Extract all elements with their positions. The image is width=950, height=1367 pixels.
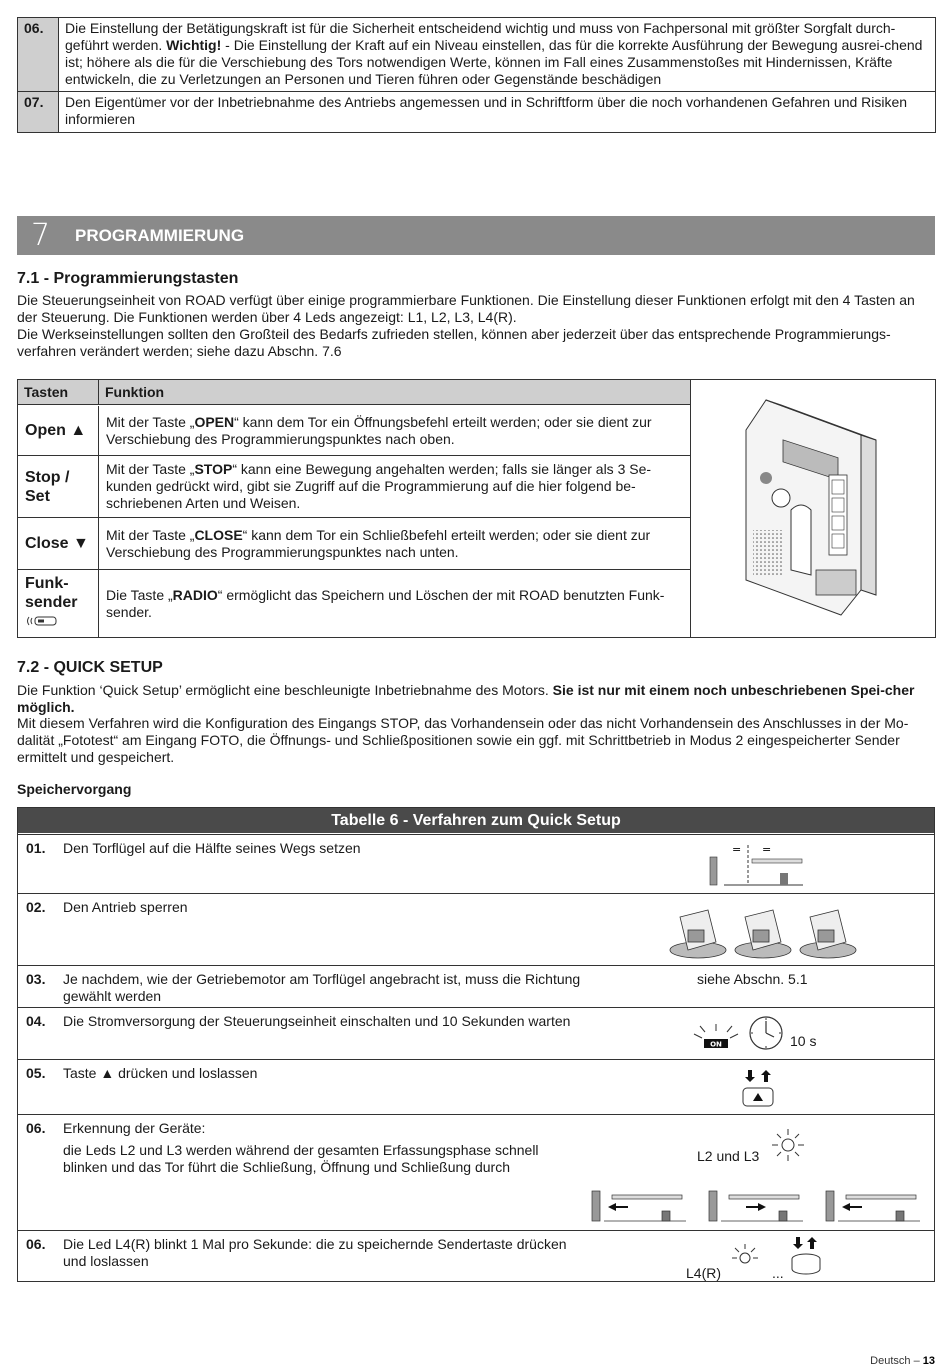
- step-number: 04.: [26, 1013, 46, 1029]
- table-row: [18, 965, 934, 1007]
- led-blink-icon: [770, 1127, 806, 1163]
- step-number: 02.: [26, 899, 46, 915]
- step-number: 07.: [18, 92, 59, 132]
- step-text: Taste ▲ drücken und loslassen: [63, 1065, 258, 1081]
- safety-steps-table: [17, 17, 936, 133]
- table-title: Tabelle 6 - Verfahren zum Quick Setup: [18, 808, 934, 833]
- step-text: Erkennung der Geräte:: [63, 1120, 206, 1136]
- key-description: Mit der Taste „OPEN“ kann dem Tor ein Öffnungsbefehl erteilt werden; oder sie dient zur Verschiebung des Programmierungspunktes nach oben.: [106, 413, 652, 447]
- led-label: L2 und L3: [697, 1148, 760, 1164]
- transmitter-button-icon: [788, 1235, 824, 1279]
- table-row: [18, 456, 691, 518]
- table-row: [18, 406, 691, 456]
- step-number: 01.: [26, 840, 46, 856]
- heading-7-1: 7.1 - Programmierungstasten: [17, 270, 239, 287]
- led-blink-icon: [730, 1241, 760, 1271]
- paragraph: Die Steuerungseinheit von ROAD verfügt über einige programmierbare Funktionen. Die Einstellung dieser Funktionen erfolgt mit den 4 Tasten an der Steuerung. Die Funktionen werden über 4 Leds angezeigt: L1, L2, L3, L4(R).: [17, 292, 915, 325]
- key-name: Open ▲: [18, 406, 99, 455]
- remote-transmitter-icon: [25, 614, 59, 628]
- reference-note: siehe Abschn. 5.1: [697, 971, 808, 987]
- led-label: L4(R): [686, 1265, 722, 1281]
- table-row: [18, 1007, 934, 1059]
- motor-release-icon: [668, 902, 868, 960]
- step-text: Den Eigentümer vor der Inbetriebnahme des Antriebs angemessen und in Schriftform über die noch vorhandenen Gefahren und Risiken informieren: [65, 94, 908, 127]
- press-open-key-icon: [738, 1066, 778, 1108]
- keys-table: [17, 379, 936, 638]
- step-number: 06.: [26, 1120, 46, 1136]
- step-number: 03.: [26, 971, 46, 987]
- svg-text:=: =: [732, 843, 742, 856]
- power-on-icon: [692, 1022, 740, 1050]
- table-row: [18, 1114, 934, 1230]
- step-text: Je nachdem, wie der Getriebemotor am Torflügel angebracht ist, muss die Richtung gewählt werden: [63, 971, 581, 1004]
- paragraph: Die Funktion ‘Quick Setup’ ermöglicht eine beschleunigte Inbetriebnahme des Motors. Sie ist nur mit einem noch unbeschriebenen Spei-cher möglich.: [17, 682, 915, 715]
- column-header: Tasten: [18, 380, 99, 404]
- column-header: Funktion: [105, 384, 165, 400]
- paragraph: Mit diesem Verfahren wird die Konfiguration des Eingangs STOP, das Vorhandensein oder das nicht Vorhandensein des Anschlusses in der Mo-dalität „Fototest“ am Eingang FOTO, die Öffnungs- und Schließpositionen sowie ein ggf. mit Schrittbetrieb in Modus 2 eingespeicherter Sender ermittelt und gespeichert.: [17, 715, 909, 765]
- step-text: die Leds L2 und L3 werden während der gesamten Erfassungsphase schnell blinken und das Tor führt die Schließung, Öffnung und Schließung durch: [63, 1142, 539, 1175]
- clock-icon: [747, 1014, 785, 1052]
- wait-time: 10 s: [790, 1033, 817, 1049]
- step-text: Die Einstellung der Betätigungskraft ist für die Sicherheit entscheidend wichtig und muss von Fachpersonal mit größter Sorgfalt durch-geführt werden. Wichtig! - Die Einstellung der Kraft auf ein Niveau einstellen, das für die korrekte Ausführung der Bewegung ausrei-chend ist; höhere als die für die Verschiebung des Tors notwendigen Werte, können im Fall eines Zusammenstoßes mit Hindernissen, Kräfte entwickeln, die zu Verletzungen an Personen und Tieren führen oder Gegenstände beschädigen: [65, 20, 923, 87]
- key-name: Stop / Set: [18, 456, 99, 517]
- ellipsis: ...: [772, 1265, 784, 1281]
- heading-7-2: 7.2 - QUICK SETUP: [17, 659, 163, 676]
- gate-half-position-icon: [708, 843, 808, 888]
- step-text: Den Antrieb sperren: [63, 899, 188, 915]
- step-number: 06.: [26, 1236, 46, 1252]
- page-footer: Deutsch – 13: [870, 1355, 935, 1367]
- table-row: [18, 893, 934, 965]
- step-text: Den Torflügel auf die Hälfte seines Wegs setzen: [63, 840, 361, 856]
- control-unit-illustration: [690, 380, 935, 637]
- subheading: Speichervorgang: [17, 781, 132, 797]
- table-row: [18, 570, 691, 637]
- svg-text:=: =: [762, 843, 772, 856]
- section-number: 7: [31, 218, 51, 253]
- paragraph: Die Werkseinstellungen sollten den Großteil des Bedarfs zufrieden stellen, können aber jederzeit über das entsprechende Programmierungs-verfahren verändert werden; siehe dazu Abschn. 7.6: [17, 326, 891, 359]
- table-row: [18, 92, 935, 132]
- step-text: Die Stromversorgung der Steuerungseinheit einschalten und 10 Sekunden warten: [63, 1013, 571, 1029]
- section-title: PROGRAMMIERUNG: [75, 226, 245, 245]
- table-row: [18, 1230, 934, 1282]
- quick-setup-table: [17, 807, 935, 1282]
- table-row: [18, 18, 935, 92]
- gate-close-open-close-icon: [586, 1187, 931, 1223]
- step-text: Die Led L4(R) blinkt 1 Mal pro Sekunde: die zu speichernde Sendertaste drücken und loslassen: [63, 1236, 567, 1269]
- key-description: Die Taste „RADIO“ ermöglicht das Speichern und Löschen der mit ROAD benutzten Funk-sender.: [106, 586, 665, 620]
- table-row: [18, 1059, 934, 1114]
- step-number: 05.: [26, 1065, 46, 1081]
- svg-text:ON: ON: [710, 1040, 722, 1049]
- table-row: [18, 834, 934, 893]
- key-name: Funk- sender: [18, 570, 99, 637]
- table-header: [18, 380, 691, 405]
- table-row: [18, 518, 691, 570]
- key-description: Mit der Taste „CLOSE“ kann dem Tor ein Schließbefehl erteilt werden; oder sie dient zur Verschiebung des Programmierungspunktes nach unten.: [106, 526, 651, 560]
- key-description: Mit der Taste „STOP“ kann eine Bewegung angehalten werden; falls sie länger als 3 Se-kunden gedrückt wird, gibt sie Zugriff auf die Programmierung auf die hier folgend be-schriebenen Arten und Weisen.: [106, 461, 652, 511]
- key-name: Close ▼: [18, 518, 99, 569]
- step-number: 06.: [18, 18, 59, 91]
- section-header: [17, 216, 935, 255]
